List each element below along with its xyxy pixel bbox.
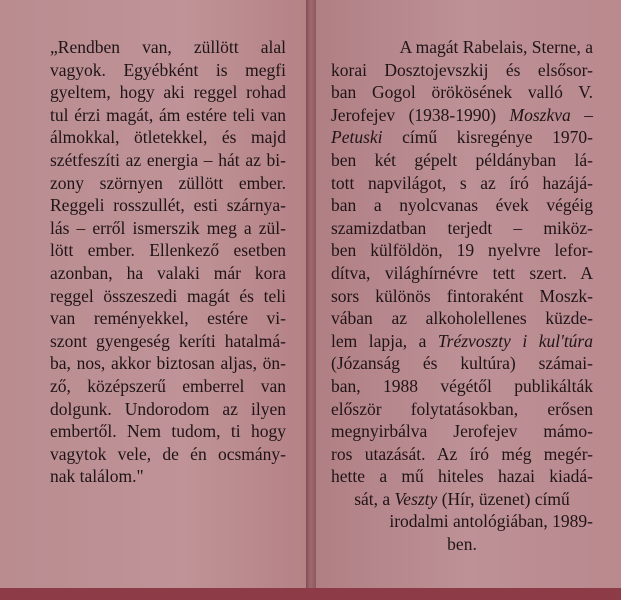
bottom-edge (0, 588, 621, 600)
text-line: „Rendben van, züllött alal (50, 37, 286, 57)
text-segment: (Hír, üzenet) című (441, 488, 570, 509)
text-line: hette a mű hiteles hazai kiadá- (331, 466, 593, 487)
text-line: sors különös fintoraként Moszk- (331, 285, 593, 306)
text-line: lött ember. Ellenkező esetben (50, 240, 286, 261)
text-segment: című kisregénye 1970- (402, 127, 594, 148)
text-line: tott napvilágot, s az író hazájá- (331, 172, 593, 193)
text-line: dítva, világhírnévre tett szert. A (331, 262, 593, 283)
text-line: ben két gépelt példányban lá- (331, 149, 593, 170)
book-title: Moszkva – (509, 104, 593, 125)
text-line: dolgunk. Undorodom az ilyen (50, 398, 286, 419)
text-line: ros utazását. Az író még megér- (331, 443, 593, 464)
book-title: Petuski (331, 127, 383, 148)
text-line: ző, középszerű emberrel van (50, 375, 286, 396)
text-line: ben. (447, 534, 477, 555)
text-line: gyeltem, hogy aki reggel rohad (50, 82, 286, 103)
text-line: van reményekkel, estére vi- (50, 308, 286, 329)
text-line (331, 126, 593, 149)
text-line: vagytok vele, de én ocsmány- (50, 443, 286, 464)
text-line (331, 330, 593, 353)
text-line: azonban, ha valaki már kora (50, 262, 286, 283)
text-line: nak találom." (50, 466, 144, 487)
text-line: szétfeszíti az energia – hát az bi- (50, 149, 286, 170)
text-line: lás – erről ismerszik meg a zül- (50, 217, 286, 238)
text-line: A magát Rabelais, Sterne, a (399, 37, 593, 57)
text-line: először folytatásokban, erősen (331, 398, 593, 419)
text-line: ban, 1988 végétől publikálták (331, 375, 593, 396)
text-line: megnyirbálva Jerofejev mámo- (331, 421, 593, 442)
text-line: szont gyengeség keríti hatalmá- (50, 330, 286, 351)
text-line: korai Dosztojevszkij és elsősor- (331, 59, 593, 80)
text-line: ben külföldön, 19 nyelvre lefor- (331, 240, 593, 261)
quote-column (50, 36, 286, 488)
text-line: ba, nos, akkor biztosan aljas, ön- (50, 353, 286, 374)
text-line: reggel összeszedi magát és teli (50, 285, 286, 306)
text-segment: sát, a (354, 488, 391, 509)
text-segment: lem lapja, a (331, 330, 427, 351)
anthology-title: Veszty (394, 488, 438, 509)
journal-title: Trézvoszty i kul'túra (437, 330, 593, 351)
text-line: ban Gogol örökösének valló V. (331, 82, 593, 103)
book-spine (306, 0, 316, 600)
text-line: Reggeli rosszullét, esti szárnya- (50, 195, 286, 216)
text-line: tul érzi magát, ám estére teli van (50, 104, 286, 125)
blurb-column (331, 36, 593, 556)
text-line: álmokkal, ötletekkel, és majd (50, 127, 286, 148)
text-line: irodalmi antológiában, 1989- (389, 511, 593, 532)
text-line: zony szörnyen züllött ember. (50, 172, 286, 193)
text-segment: Jerofejev (1938-1990) (331, 104, 497, 125)
text-line: (Józanság és kultúra) számai- (331, 353, 593, 374)
text-line: vagyok. Egyébként is megfi (50, 59, 286, 80)
text-line: ban a nyolcvanas évek végéig (331, 195, 593, 216)
text-line (331, 488, 593, 511)
text-line: szamizdatban terjedt – miköz- (331, 217, 593, 238)
text-line: embertől. Nem tudom, ti hogy (50, 421, 286, 442)
text-line: vában az alkoholellenes küzde- (331, 308, 593, 329)
text-line (331, 104, 593, 127)
